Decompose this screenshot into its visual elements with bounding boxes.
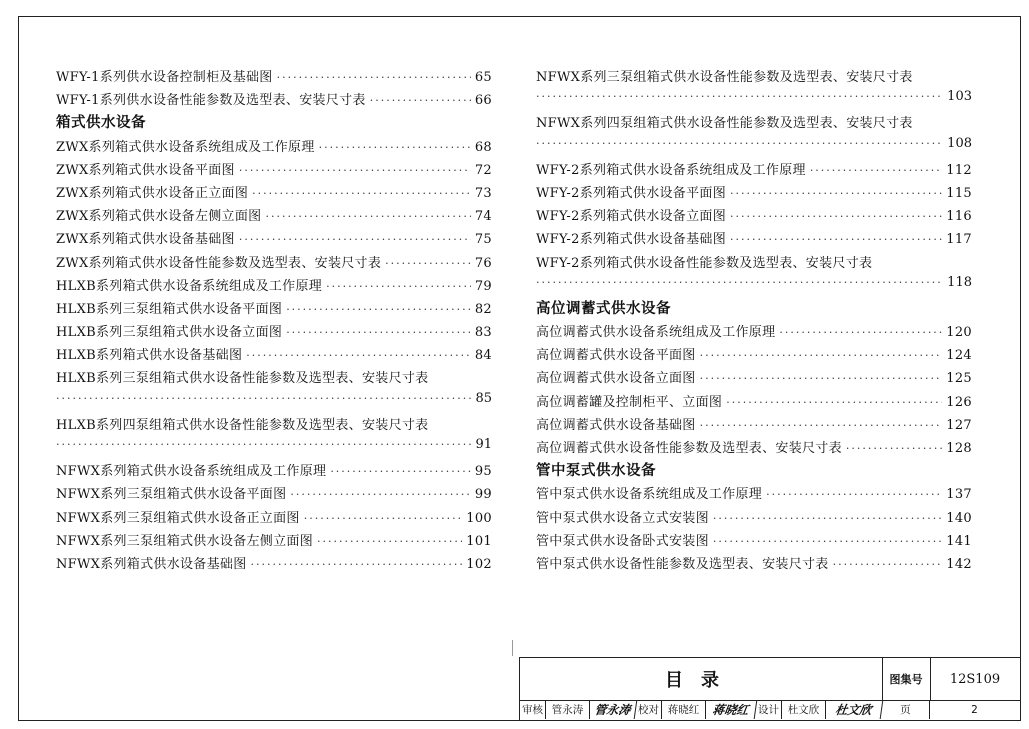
title-block-row-bottom	[520, 700, 1020, 719]
dot-leader	[536, 90, 943, 103]
review-signature: 管永涛	[589, 700, 638, 719]
toc-entry-wrapped[interactable]	[56, 414, 492, 460]
dot-leader	[319, 141, 471, 154]
toc-entry-title: ZWX系列箱式供水设备正立面图	[56, 185, 249, 201]
dot-leader	[536, 276, 943, 289]
toc-entry[interactable]	[536, 344, 972, 367]
toc-entry-continuation	[536, 89, 972, 112]
drawing-title: 目录	[520, 658, 883, 700]
dot-leader	[265, 210, 470, 223]
toc-entry-continuation	[56, 391, 492, 414]
toc-entry-page: 112	[946, 162, 972, 178]
toc-entry-title: WFY-2系列箱式供水设备系统组成及工作原理	[536, 162, 806, 178]
check-name: 蒋晓红	[662, 700, 706, 719]
dot-leader	[304, 512, 463, 525]
toc-entry[interactable]	[536, 553, 972, 576]
toc-entry[interactable]	[536, 483, 972, 506]
toc-entry-title: WFY-2系列箱式供水设备立面图	[536, 209, 726, 225]
toc-entry-page: 117	[946, 232, 972, 248]
dot-leader	[846, 442, 942, 455]
toc-entry-page: 73	[474, 185, 492, 201]
toc-entry-title: ZWX系列箱式供水设备性能参数及选型表、安装尺寸表	[56, 255, 382, 271]
atlas-number-value: 12S109	[949, 671, 1001, 687]
dot-leader	[370, 94, 471, 107]
toc-entry-page: 101	[466, 533, 492, 549]
dot-leader	[56, 438, 471, 451]
toc-entry-page: 116	[946, 209, 972, 225]
toc-entry[interactable]	[536, 507, 972, 530]
dot-leader	[251, 558, 463, 571]
toc-entry-title: WFY-2系列箱式供水设备性能参数及选型表、安装尺寸表	[536, 255, 873, 271]
toc-entry-title: NFWX系列三泵组箱式供水设备性能参数及选型表、安装尺寸表	[536, 70, 913, 85]
dot-leader	[700, 419, 943, 432]
dot-leader	[730, 210, 942, 223]
toc-entry-title: WFY-1系列供水设备性能参数及选型表、安装尺寸表	[56, 93, 366, 109]
toc-entry[interactable]	[56, 66, 492, 89]
toc-entry-title: HLXB系列箱式供水设备基础图	[56, 348, 243, 364]
dot-leader	[239, 164, 471, 177]
toc-entry-page: 95	[474, 464, 492, 480]
toc-entry-title: 高位调蓄罐及控制柜平、立面图	[536, 394, 723, 410]
toc-entry[interactable]	[56, 507, 492, 530]
toc-entry-title: 管中泵式供水设备卧式安装图	[536, 533, 709, 549]
dot-leader	[286, 303, 471, 316]
dot-leader	[239, 233, 471, 246]
dot-leader	[713, 535, 942, 548]
toc-entry[interactable]	[536, 321, 972, 344]
toc-entry-page: 84	[474, 348, 492, 364]
review-name: 管永涛	[546, 700, 590, 719]
toc-entry-page: 128	[946, 441, 972, 457]
dot-leader	[713, 512, 942, 525]
dot-leader	[277, 71, 471, 84]
toc-entry-page: 79	[474, 278, 492, 294]
section-heading: 管中泵式供水设备	[536, 463, 656, 480]
toc-entry-title: 高位调蓄式供水设备性能参数及选型表、安装尺寸表	[536, 441, 842, 457]
toc-entry-continuation	[56, 437, 492, 460]
toc-entry-title: 管中泵式供水设备性能参数及选型表、安装尺寸表	[536, 556, 829, 572]
toc-entry-page: 74	[474, 209, 492, 225]
dot-leader	[779, 326, 942, 339]
dot-leader	[317, 535, 462, 548]
toc-entry[interactable]	[56, 89, 492, 112]
toc-entry-title: HLXB系列三泵组箱式供水设备平面图	[56, 301, 283, 317]
toc-entry[interactable]	[56, 205, 492, 228]
toc-entry-wrapped[interactable]	[56, 367, 492, 413]
page-number: 2	[971, 703, 978, 716]
toc-entry[interactable]	[536, 367, 972, 390]
toc-entry-title: NFWX系列箱式供水设备基础图	[56, 556, 247, 572]
section-heading: 箱式供水设备	[56, 115, 146, 132]
toc-entry-page: 140	[946, 510, 972, 526]
toc-entry-title: ZWX系列箱式供水设备左侧立面图	[56, 209, 262, 225]
dot-leader	[252, 187, 471, 200]
toc-entry-page: 68	[474, 139, 492, 155]
toc-entry[interactable]	[536, 437, 972, 460]
dot-leader	[726, 396, 942, 409]
toc-entry-page: 75	[474, 232, 492, 248]
toc-entry-page: 91	[475, 437, 492, 453]
center-mark	[512, 640, 513, 656]
toc-entry[interactable]	[56, 275, 492, 298]
toc-entry-title: ZWX系列箱式供水设备基础图	[56, 232, 235, 248]
dot-leader	[56, 392, 471, 405]
toc-entry[interactable]	[56, 159, 492, 182]
toc-entry[interactable]	[56, 483, 492, 506]
design-label: 设计	[756, 700, 782, 719]
toc-entry-title: NFWX系列三泵组箱式供水设备平面图	[56, 487, 287, 503]
toc-entry-continuation	[536, 275, 972, 298]
toc-entry-page: 72	[474, 162, 492, 178]
design-name: 杜文欣	[782, 700, 826, 719]
dot-leader	[700, 372, 943, 385]
toc-entry[interactable]	[56, 136, 492, 159]
check-signature: 蒋晓红	[705, 700, 758, 719]
toc-entry-title: HLXB系列三泵组箱式供水设备性能参数及选型表、安装尺寸表	[56, 371, 429, 387]
toc-entry[interactable]	[536, 205, 972, 228]
toc-column-right	[536, 66, 972, 576]
toc-entry[interactable]	[56, 298, 492, 321]
toc-entry-page: 115	[946, 185, 972, 201]
toc-entry-continuation	[536, 136, 972, 159]
toc-entry-title: 高位调蓄式供水设备平面图	[536, 348, 696, 364]
toc-entry-title: 高位调蓄式供水设备基础图	[536, 417, 696, 433]
toc-entry-page: 102	[466, 556, 492, 572]
toc-entry-title: WFY-2系列箱式供水设备基础图	[536, 232, 726, 248]
dot-leader	[833, 558, 943, 571]
toc-entry[interactable]	[56, 553, 492, 576]
toc-entry-title: 管中泵式供水设备系统组成及工作原理	[536, 487, 763, 503]
toc-entry-title: NFWX系列三泵组箱式供水设备左侧立面图	[56, 533, 314, 549]
dot-leader	[766, 488, 942, 501]
toc-entry-title: NFWX系列三泵组箱式供水设备正立面图	[56, 510, 300, 526]
toc-entry[interactable]	[536, 530, 972, 553]
toc-entry-wrapped[interactable]	[536, 252, 972, 298]
toc-entry-page: 108	[947, 135, 972, 151]
toc-entry-title: NFWX系列箱式供水设备系统组成及工作原理	[56, 464, 327, 480]
dot-leader	[536, 137, 943, 150]
toc-entry-page: 85	[475, 390, 492, 406]
toc-column-left	[56, 66, 492, 576]
design-signature: 杜文欣	[825, 700, 884, 719]
toc-entry-page: 76	[474, 255, 492, 271]
toc-entry-title: ZWX系列箱式供水设备系统组成及工作原理	[56, 139, 315, 155]
toc-entry-title: ZWX系列箱式供水设备平面图	[56, 162, 235, 178]
toc-entry-title: HLXB系列四泵组箱式供水设备性能参数及选型表、安装尺寸表	[56, 417, 429, 433]
toc-entry[interactable]	[56, 344, 492, 367]
toc-entry-title: HLXB系列三泵组箱式供水设备立面图	[56, 325, 283, 341]
dot-leader	[810, 164, 942, 177]
toc-entry-page: 103	[947, 89, 972, 105]
toc-entry[interactable]	[536, 228, 972, 251]
toc-entry[interactable]	[56, 182, 492, 205]
toc-entry[interactable]	[56, 460, 492, 483]
toc-entry-page: 82	[474, 301, 492, 317]
toc-entry-page: 137	[946, 487, 972, 503]
dot-leader	[326, 280, 471, 293]
toc-entry-page: 83	[474, 325, 492, 341]
toc-entry-page: 65	[474, 70, 492, 85]
toc-entry-wrapped[interactable]	[536, 112, 972, 158]
toc-entry-page: 99	[474, 487, 492, 503]
toc-entry-title: 高位调蓄式供水设备立面图	[536, 371, 696, 387]
toc-entry-page: 125	[946, 371, 972, 387]
toc-entry[interactable]	[536, 182, 972, 205]
toc-entry-page: 66	[474, 93, 492, 109]
toc-entry-page: 100	[466, 510, 492, 526]
atlas-number-label: 图集号	[882, 658, 931, 700]
toc-entry[interactable]	[56, 321, 492, 344]
page-label: 页	[882, 700, 930, 719]
dot-leader	[730, 233, 942, 246]
toc-entry-page: 127	[946, 417, 972, 433]
toc-entry[interactable]	[536, 159, 972, 182]
toc-entry-title: 管中泵式供水设备立式安装图	[536, 510, 709, 526]
title-block-row-top	[520, 658, 1020, 701]
dot-leader	[290, 488, 470, 501]
toc-entry-wrapped[interactable]	[536, 66, 972, 112]
dot-leader	[730, 187, 942, 200]
toc-entry-title: NFWX系列四泵组箱式供水设备性能参数及选型表、安装尺寸表	[536, 116, 913, 132]
toc-entry[interactable]	[56, 252, 492, 275]
title-block	[519, 657, 1021, 721]
toc-entry-page: 141	[946, 533, 972, 549]
toc-entry-title: HLXB系列箱式供水设备系统组成及工作原理	[56, 278, 323, 294]
dot-leader	[246, 349, 471, 362]
dot-leader	[286, 326, 471, 339]
dot-leader	[385, 257, 471, 270]
toc-entry-page: 118	[947, 274, 972, 290]
toc-entry-page: 126	[946, 394, 972, 410]
section-heading: 高位调蓄式供水设备	[536, 300, 671, 317]
check-label: 校对	[636, 700, 662, 719]
toc-entry-page: 124	[946, 348, 972, 364]
toc-entry[interactable]	[536, 391, 972, 414]
toc-entry-title: WFY-2系列箱式供水设备平面图	[536, 185, 726, 201]
toc-entry-page: 120	[946, 325, 972, 341]
toc-entry-title: WFY-1系列供水设备控制柜及基础图	[56, 70, 273, 85]
review-label: 审核	[520, 700, 546, 719]
dot-leader	[700, 349, 943, 362]
dot-leader	[330, 465, 471, 478]
toc-entry[interactable]	[56, 228, 492, 251]
toc-entry-page: 142	[946, 556, 972, 572]
toc-entry[interactable]	[536, 414, 972, 437]
toc-entry-title: 高位调蓄式供水设备系统组成及工作原理	[536, 325, 776, 341]
toc-entry[interactable]	[56, 530, 492, 553]
